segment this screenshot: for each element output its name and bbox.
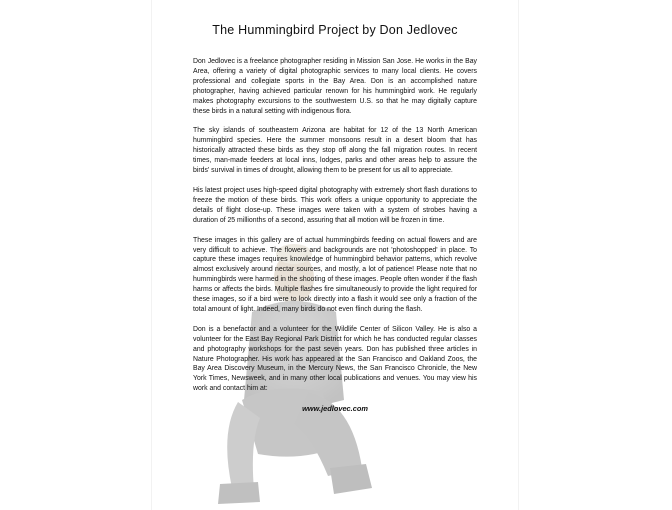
paragraph-sky-islands: The sky islands of southeastern Arizona are habitat for 12 of the 13 North American hummingbird species. Here the summer monsoons result in a desert bloom that has historically attracted these birds as they stop off along the fall migration routes. In recent times, man-made feeders at local inns, lodges, parks and other areas help to assure the birds' survival in times of drought, allowing them to be present for us all to appreciate. [193, 127, 477, 175]
paragraph-volunteer: Don is a benefactor and a volunteer for the Wildlife Center of Silicon Valley. He is also a volunteer for the East Bay Regional Park District for which he has conducted regular classes and photography workshops for the past seven years. Don has published three articles in Nature Photographer. His work has appeared at the San Francisco and Oakland Zoos, the Bay Area Discovery Museum, in the Mercury News, the San Francisco Chronicle, the New York Times, Newsweek, and in many other local publications and venues. You may view his work and contact him at: [193, 325, 477, 393]
document-title: The Hummingbird Project by Don Jedlovec [212, 23, 458, 37]
paragraph-latest-project: His latest project uses high-speed digital photography with extremely short flash durations to freeze the motion of these birds. This work offers a unique opportunity to appreciate the details of flight close-up. These images were taken with a system of strobes having a duration of 25 millionths of a second, assuring that all motion will be frozen in time. [193, 186, 477, 224]
document-page [152, 0, 518, 510]
website-link[interactable]: www.jedlovec.com [302, 404, 368, 414]
paragraph-gallery-images: These images in this gallery are of actual hummingbirds feeding on actual flowers and are very difficult to achieve. The flowers and backgrounds are not 'photoshopped' in place. To capture these images requires knowledge of hummingbird behavior patterns, which revolve almost exclusively around nectar sources, and mostly, a lot of patience! Please note that no hummingbirds were harmed in the shooting of these images. People often wonder if the flash harms or affects the birds. Multiple flashes fire simultaneously to provide the light required for these images, so if a bird were to look directly into a flash it would see only a fraction of the total amount of light. Indeed, many birds do not even flinch during the flash. [193, 236, 477, 313]
paragraph-biography: Don Jedlovec is a freelance photographer residing in Mission San Jose. He works in the Bay Area, offering a variety of digital photographic services to many local clients. He covers professional and collegiate sports in the Bay Area. Don is an accomplished nature photographer, having achieved particular renown for his hummingbird work. He regularly makes photography excursions to the southwestern U.S. so that he may digitally capture these birds in a natural setting with indigenous flora. [193, 58, 477, 115]
